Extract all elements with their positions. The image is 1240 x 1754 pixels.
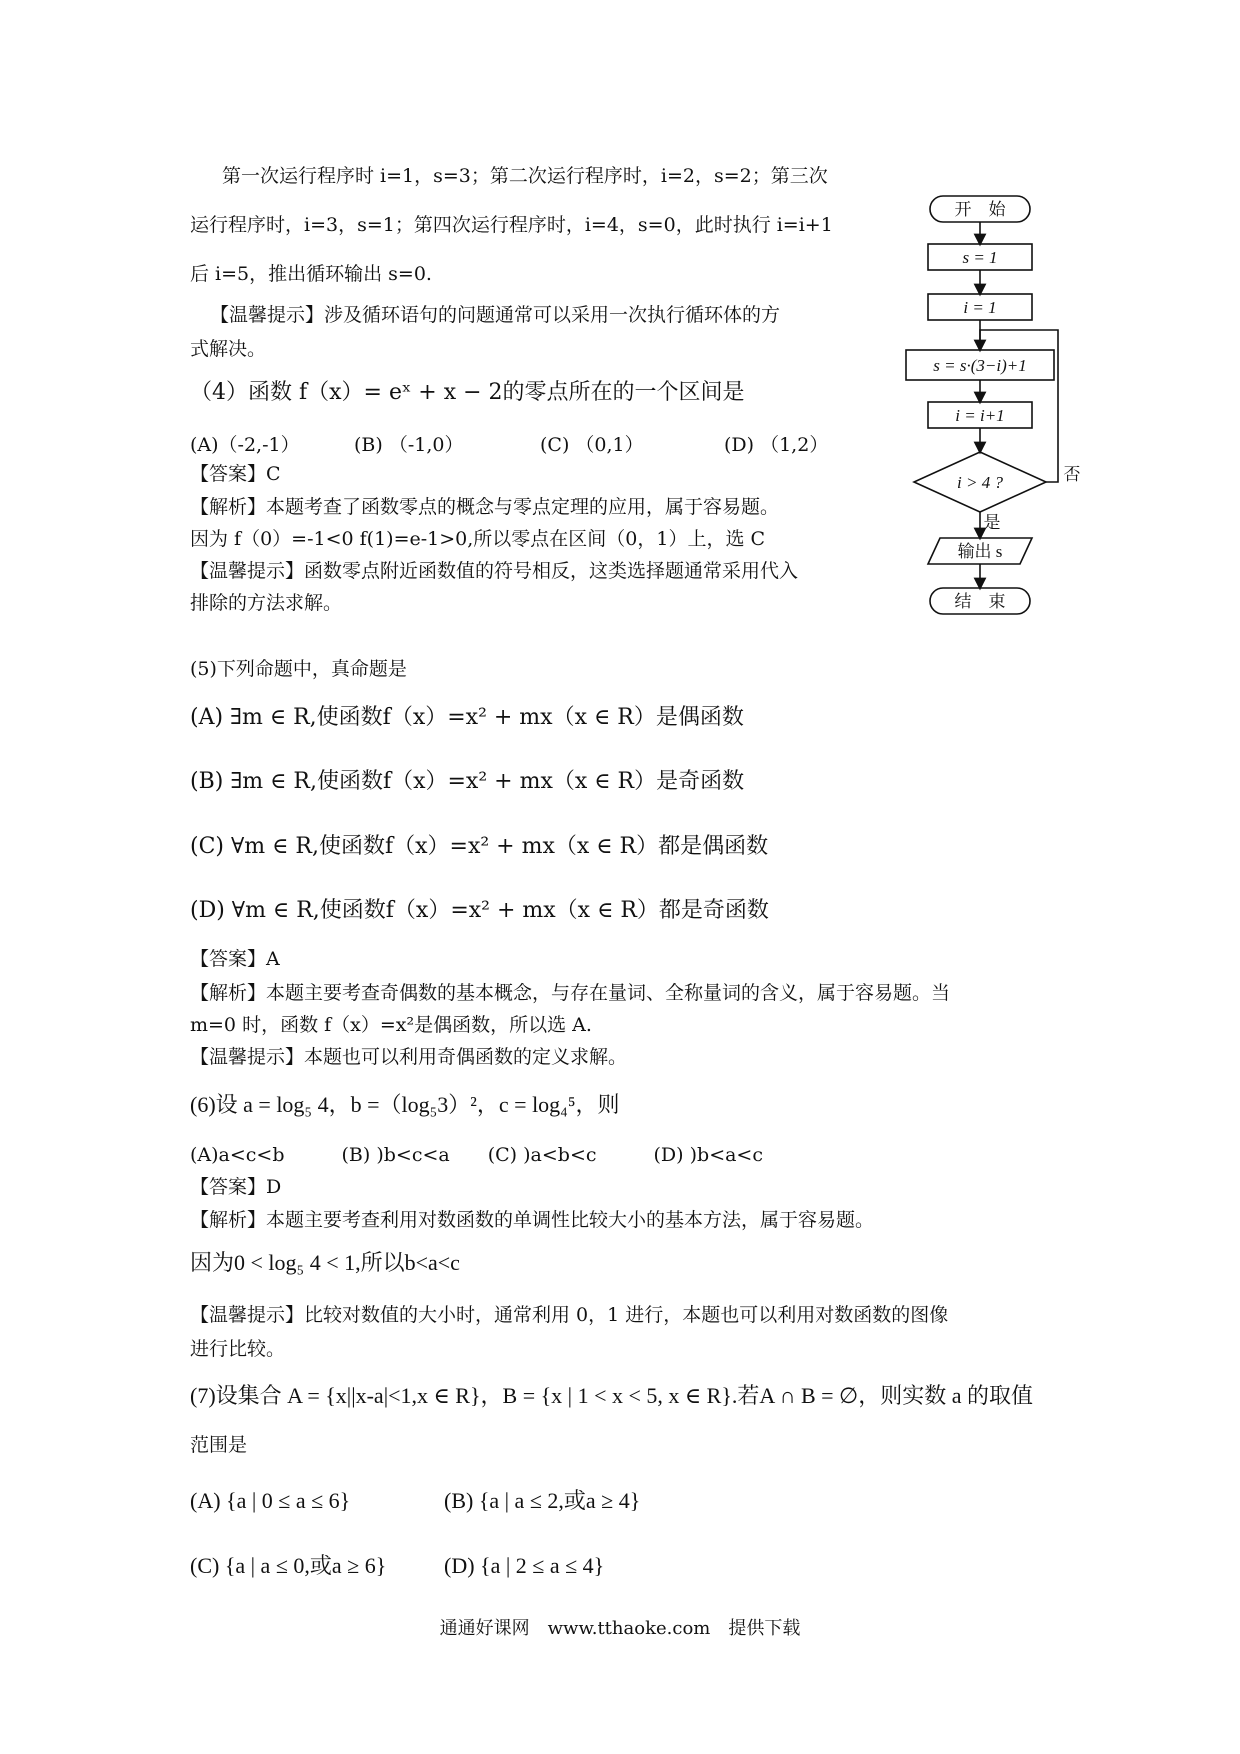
flow-update-label: s = s·(3−i)+1: [933, 356, 1027, 375]
q4-option-b: (B) （-1,0）: [354, 434, 464, 456]
q4-answer: 【答案】C: [190, 463, 281, 485]
q5-option-b: (B) ∃m ∈ R,使函数f（x）=x² + mx（x ∈ R）是奇函数: [190, 769, 745, 794]
q7-option-b: (B) {a | a ≤ 2,或a ≥ 4}: [444, 1488, 641, 1513]
q5-stem: (5)下列命题中，真命题是: [190, 658, 407, 680]
q6-stem: (6)设 a = log₅ 4，b =（log₅3）²，c = log₄⁵，则: [190, 1092, 620, 1117]
q4-stem: （4）函数 f（x）= eˣ + x − 2的零点所在的一个区间是: [190, 380, 745, 405]
q5-analysis-line-1: 【解析】本题主要考查奇偶数的基本概念，与存在量词、全称量词的含义，属于容易题。当: [190, 982, 951, 1004]
q7-option-d: (D) {a | 2 ≤ a ≤ 4}: [444, 1553, 605, 1578]
q4-tip-line-1: 【温馨提示】函数零点附近函数值的符号相反，这类选择题通常采用代入: [190, 560, 799, 582]
page-footer: 通通好课网 www.tthaoke.com 提供下载: [439, 1618, 801, 1639]
q3-line-3: 后 i=5，推出循环输出 s=0.: [190, 263, 432, 285]
q3-tip-line-2: 式解决。: [190, 338, 267, 360]
q5-option-a: (A) ∃m ∈ R,使函数f（x）=x² + mx（x ∈ R）是偶函数: [190, 705, 744, 730]
q6-analysis: 【解析】本题主要考查利用对数函数的单调性比较大小的基本方法，属于容易题。: [190, 1209, 875, 1231]
q3-tip-line-1: 【温馨提示】涉及循环语句的问题通常可以采用一次执行循环体的方: [210, 304, 781, 326]
q4-tip-line-2: 排除的方法求解。: [190, 592, 343, 614]
q5-option-c: (C) ∀m ∈ R,使函数f（x）=x² + mx（x ∈ R）都是偶函数: [190, 834, 769, 859]
q6-because: 因为0 < log₅ 4 < 1,所以b<a<c: [190, 1250, 460, 1275]
flow-no-label: 否: [1063, 465, 1080, 484]
q6-options: (A)a<c<b (B) )b<c<a (C) )a<b<c (D) )b<a<c: [190, 1144, 763, 1166]
q3-line-1: 第一次运行程序时 i=1，s=3；第二次运行程序时，i=2，s=2；第三次: [222, 165, 828, 187]
q5-analysis-line-2: m=0 时，函数 f（x）=x²是偶函数，所以选 A.: [190, 1014, 592, 1036]
q4-analysis-line-2: 因为 f（0）=-1<0 f(1)=e-1>0,所以零点在区间（0，1）上，选 C: [190, 528, 766, 550]
q5-tip: 【温馨提示】本题也可以利用奇偶函数的定义求解。: [190, 1046, 628, 1068]
q4-option-c: (C) （0,1）: [540, 434, 644, 456]
flow-end-label: 结 束: [954, 592, 1006, 611]
q3-line-2: 运行程序时，i=3，s=1；第四次运行程序时，i=4，s=0，此时执行 i=i+1: [190, 214, 833, 236]
q7-stem-line-1: (7)设集合 A = {x||x-a|<1,x ∈ R}，B = {x | 1 < x < 5, x ∈ R}.若A ∩ B = ∅，则实数 a 的取值: [190, 1383, 1033, 1408]
flow-s-init-label: s = 1: [962, 248, 998, 267]
flow-yes-label: 是: [983, 513, 1001, 532]
flowchart: [900, 190, 1080, 620]
q6-answer: 【答案】D: [190, 1176, 282, 1198]
q4-option-d: (D) （1,2）: [724, 434, 829, 456]
flow-output-label: 输出 s: [957, 542, 1003, 561]
flow-i-init-label: i = 1: [963, 298, 997, 317]
q7-option-a: (A) {a | 0 ≤ a ≤ 6}: [190, 1488, 351, 1513]
q6-tip-line-1: 【温馨提示】比较对数值的大小时，通常利用 0，1 进行，本题也可以利用对数函数的图像: [190, 1304, 949, 1326]
q4-option-a: (A)（-2,-1）: [190, 434, 300, 456]
q5-answer: 【答案】A: [190, 948, 280, 970]
q4-analysis-line-1: 【解析】本题考查了函数零点的概念与零点定理的应用，属于容易题。: [190, 496, 780, 518]
flow-condition-label: i > 4 ?: [957, 473, 1003, 492]
q5-option-d: (D) ∀m ∈ R,使函数f（x）=x² + mx（x ∈ R）都是奇函数: [190, 898, 769, 923]
q7-option-c: (C) {a | a ≤ 0,或a ≥ 6}: [190, 1553, 387, 1578]
q7-stem-line-2: 范围是: [190, 1434, 248, 1456]
q6-tip-line-2: 进行比较。: [190, 1338, 286, 1360]
flow-start-label: 开 始: [954, 200, 1006, 219]
flow-incr-label: i = i+1: [955, 406, 1005, 425]
